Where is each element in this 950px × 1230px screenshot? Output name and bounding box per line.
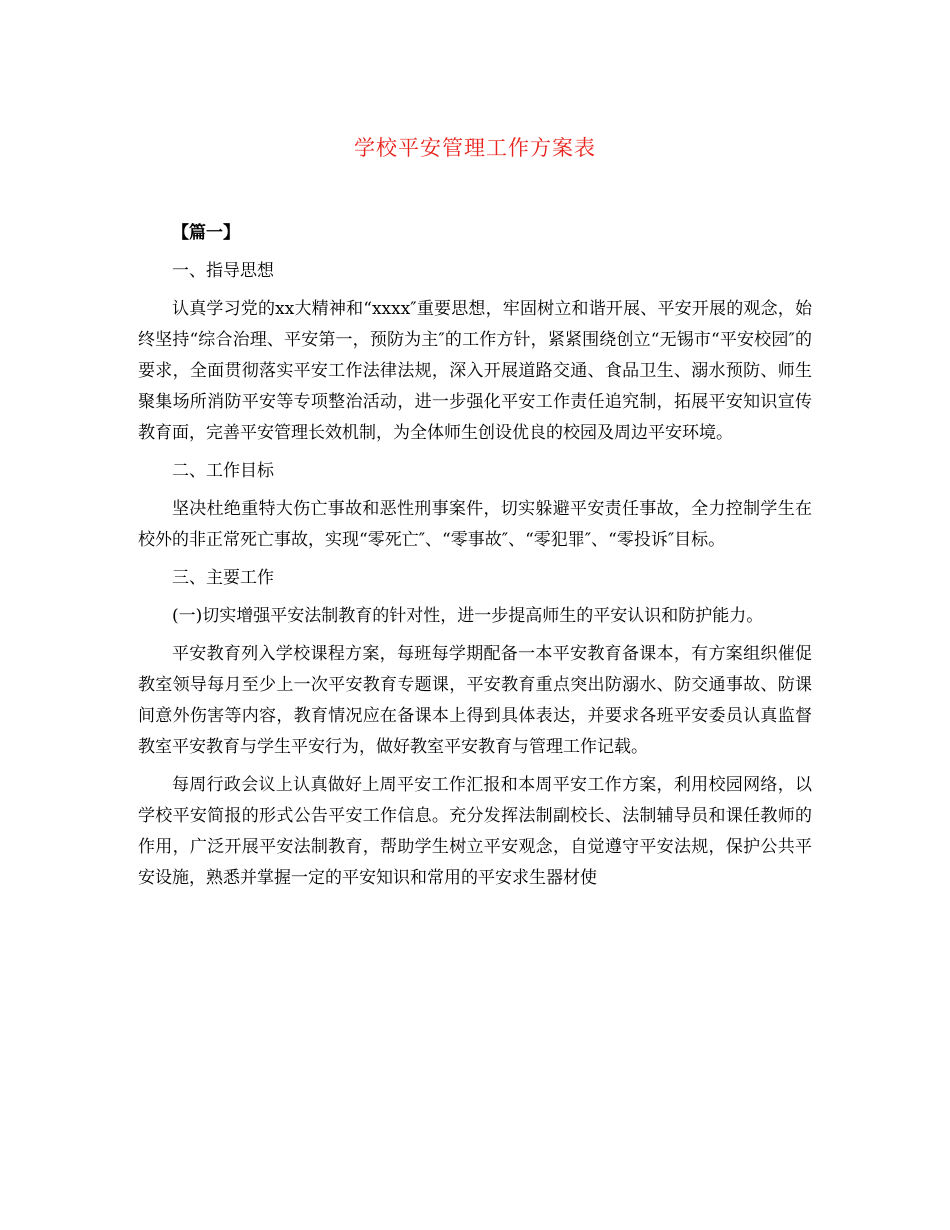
document-title: 学校平安管理工作方案表	[354, 136, 596, 160]
paragraph-safety-education: 平安教育列入学校课程方案，每班每学期配备一本平安教育备课本，有方案组织催促教室领导每月至少上一次平安教育专题课，平安教育重点突出防溺水、防交通事故、防课间意外伤害等内容，教育情况应在备课本上得到具体表达，并要求各班平安委员认真监督教室平安教育与学生平安行为，做好教室平安教育与管理工作记载。	[138, 644, 812, 757]
paragraph-main-work-item-1: (一)切实增强平安法制教育的针对性，进一步提高师生的平安认识和防护能力。	[172, 606, 764, 626]
paragraph-guiding-ideology: 认真学习党的xx大精神和“xxxx″重要思想，牢固树立和谐开展、平安开展的观念，始终坚持“综合治理、平安第一，预防为主″的工作方针，紧紧围绕创立“无锡市“平安校园″的要求，全面贯彻落实平安工作法律法规，深入开展道路交通、食品卫生、溺水预防、师生聚集场所消防平安等专项整治活动，进一步强化平安工作责任追究制，拓展平安知识宣传教育面，完善平安管理长效机制，为全体师生创设优良的校园及周边平安环境。	[138, 299, 812, 443]
paragraph-work-goals: 坚决杜绝重特大伤亡事故和恶性刑事案件，切实躲避平安责任事故，全力控制学生在校外的非正常死亡事故，实现“零死亡″、“零事故″、“零犯罪″、“零投诉″目标。	[138, 499, 812, 550]
document-body	[138, 218, 812, 901]
paragraph-weekly-meeting: 每周行政会议上认真做好上周平安工作汇报和本周平安工作方案，利用校园网络，以学校平安简报的形式公告平安工作信息。充分发挥法制副校长、法制辅导员和课任教师的作用，广泛开展平安法制教育，帮助学生树立平安观念，自觉遵守平安法规，保护公共平安设施，熟悉并掌握一定的平安知识和常用的平安求生器材使	[138, 775, 812, 888]
heading-guiding-ideology: 一、指导思想	[172, 261, 274, 281]
section-label: 【篇一】	[172, 223, 240, 243]
heading-work-goals: 二、工作目标	[172, 461, 274, 481]
heading-main-work: 三、主要工作	[172, 568, 274, 588]
